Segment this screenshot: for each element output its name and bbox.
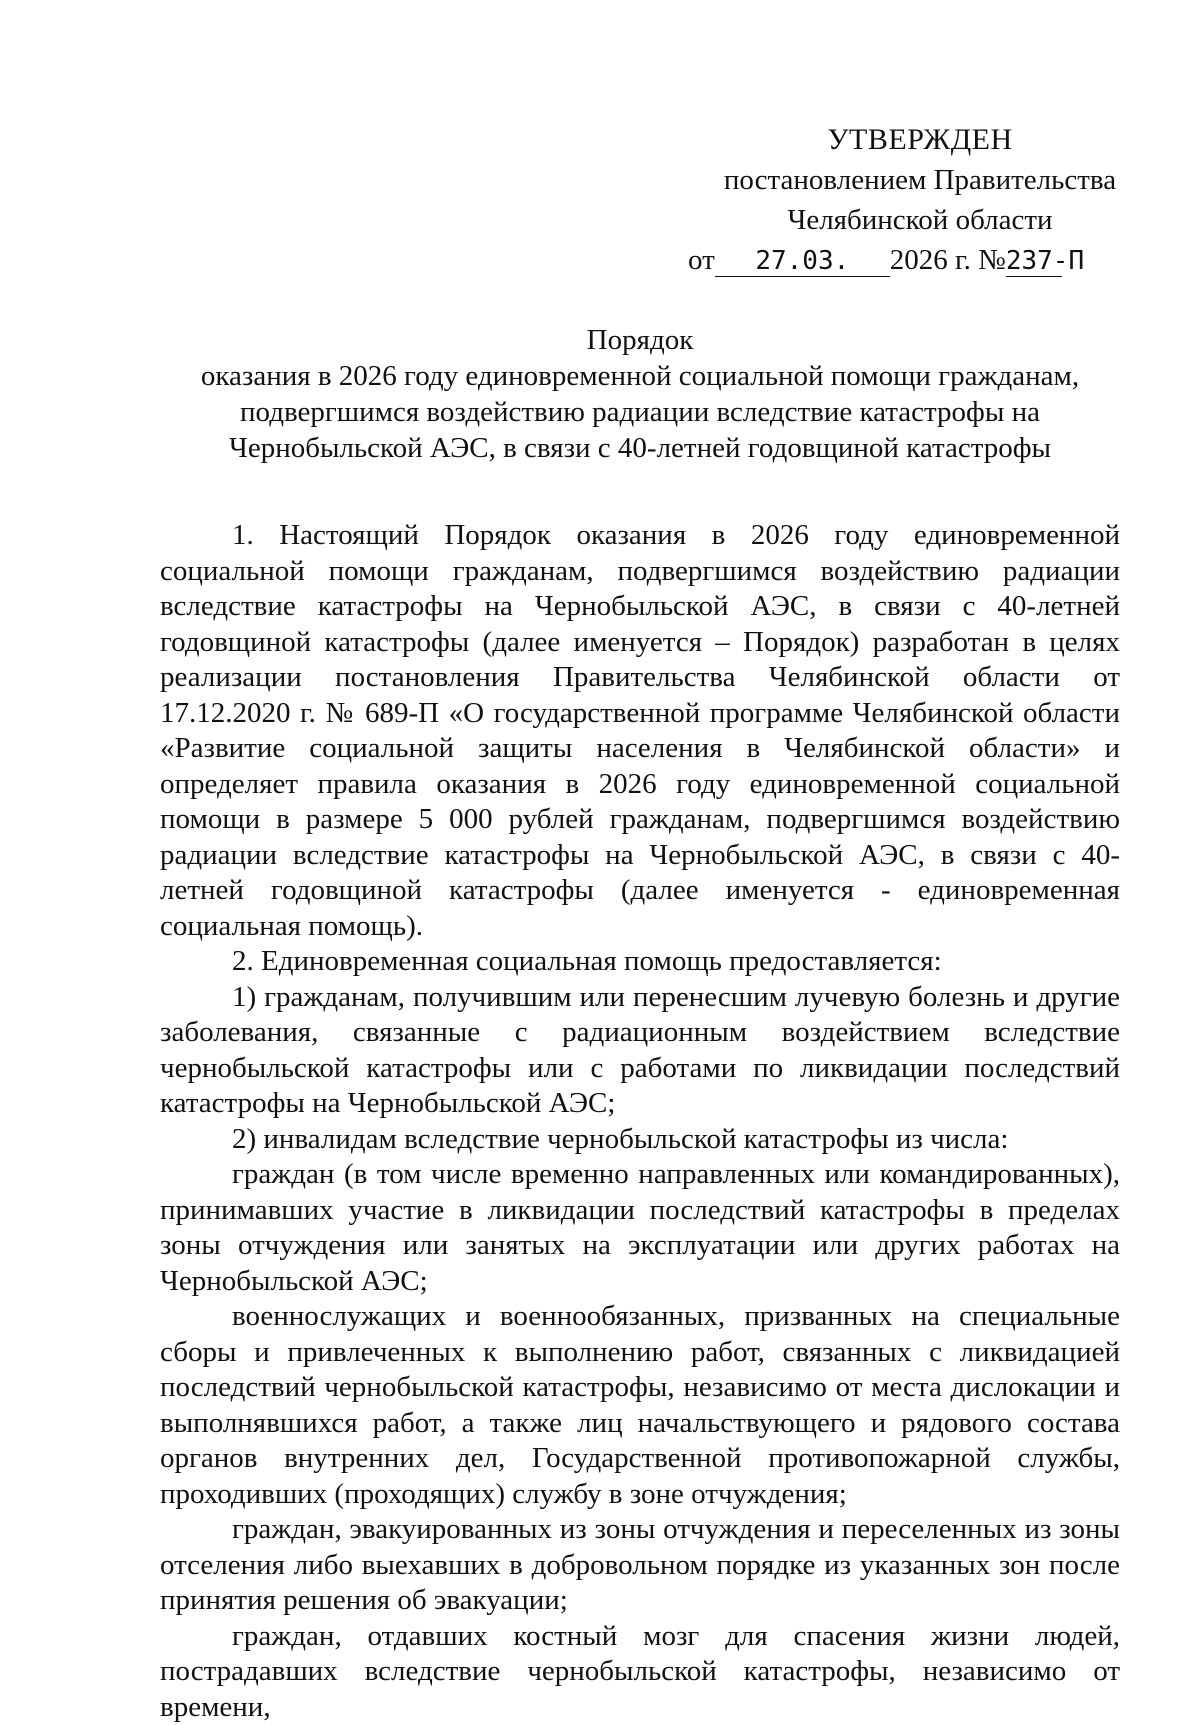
number-field: [1006, 245, 1062, 277]
subitem-liquidators: граждан (в том числе временно направленных или командированных), принимавших участие в ликвидации последствий катастрофы в пределах зоны отчуждения или занятых на эксплуатации или других работах на Чернобыльской АЭС;: [160, 1157, 1120, 1299]
subitem-servicemen: военнослужащих и военнообязанных, призванных на специальные сборы и привлеченных к выполнению работ, связанных с ликвидацией последствий чернобыльской катастрофы, независимо от места дислокации и выполнявшихся работ, а также лиц начальствующего и рядового состава органов внутренних дел, Государственной противопожарной службы, проходивших (проходящих) службу в зоне отчуждения;: [160, 1299, 1120, 1512]
paragraph-2-item-1: 1) гражданам, получившим или перенесшим лучевую болезнь и другие заболевания, связанные с радиационным воздействием вследствие чернобыльской катастрофы или с работами по ликвидации последствий катастрофы на Чернобыльской АЭС;: [160, 980, 1120, 1122]
date-value: 27.03.: [755, 246, 849, 276]
paragraph-2-item-2: 2) инвалидам вследствие чернобыльской катастрофы из числа:: [160, 1122, 1120, 1158]
approval-stamp: [700, 120, 1140, 280]
title-line-3: подвергшимся воздействию радиации вследствие катастрофы на: [160, 394, 1120, 430]
document-title: [160, 322, 1120, 466]
paragraph-2: 2. Единовременная социальная помощь предоставляется:: [160, 944, 1120, 980]
approved-heading: УТВЕРЖДЕН: [700, 120, 1140, 160]
approved-by-line: постановлением Правительства: [700, 160, 1140, 200]
from-label: от: [688, 244, 715, 276]
subitem-bone-marrow-donors: граждан, отдавших костный мозг для спасения жизни людей, пострадавших вследствие чернобыльской катастрофы, независимо от времени,: [160, 1619, 1120, 1725]
date-field: [715, 245, 890, 277]
approved-region-line: Челябинской области: [700, 200, 1140, 240]
subitem-evacuated: граждан, эвакуированных из зоны отчуждения и переселенных из зоны отселения либо выехавших в добровольном порядке из указанных зон после принятия решения об эвакуации;: [160, 1512, 1120, 1619]
title-line-1: Порядок: [160, 322, 1120, 358]
year-text: 2026 г. №: [890, 244, 1006, 276]
paragraph-1: 1. Настоящий Порядок оказания в 2026 году единовременной социальной помощи гражданам, подвергшимся воздействию радиации вследствие катастрофы на Чернобыльской АЭС, в связи с 40-летней годовщиной катастрофы (далее именуется – Порядок) разработан в целях реализации постановления Правительства Челябинской области от 17.12.2020 г. № 689-П «О государственной программе Челябинской области «Развитие социальной защиты населения в Челябинской области» и определяет правила оказания в 2026 году единовременной социальной помощи в размере 5 000 рублей гражданам, подвергшимся воздействию радиации вследствие катастрофы на Чернобыльской АЭС, в связи с 40-летней годовщиной катастрофы (далее именуется - единовременная социальная помощь).: [160, 518, 1120, 944]
approval-date-line: [688, 240, 1140, 280]
title-line-4: Чернобыльской АЭС, в связи с 40-летней годовщиной катастрофы: [160, 430, 1120, 466]
document-body: [160, 518, 1120, 1725]
title-line-2: оказания в 2026 году единовременной социальной помощи гражданам,: [160, 358, 1120, 394]
number-value: 237-П: [1006, 246, 1084, 276]
